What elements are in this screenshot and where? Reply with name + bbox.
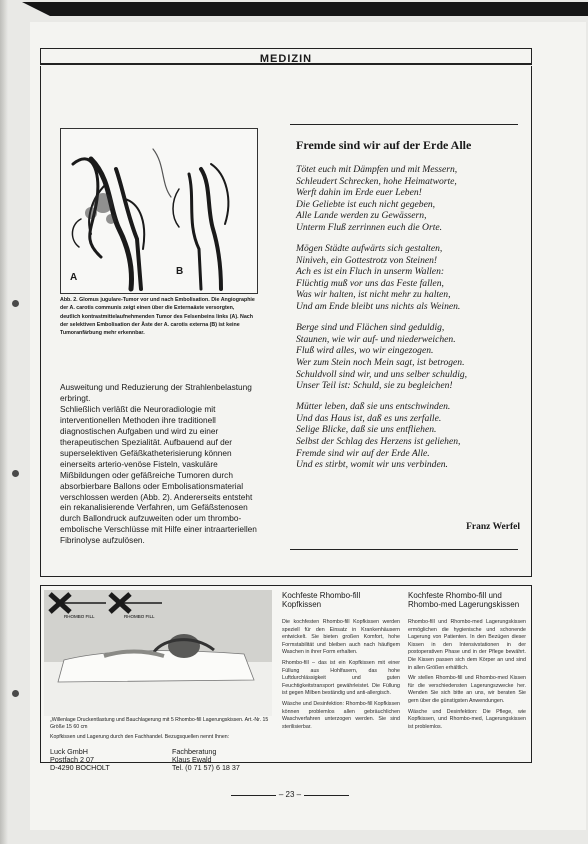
punch-hole xyxy=(12,300,19,307)
poem-line: Alle Lande werden zu Gewässern, xyxy=(296,210,427,222)
ad-company xyxy=(50,748,110,772)
poem-line: Staunen, wie wir auf- und niederweichen. xyxy=(296,333,456,345)
figure-label-a: A xyxy=(70,272,78,283)
figure-label-b: B xyxy=(176,266,184,277)
poem-line: Ach es ist ein Fluch in unserm Wallen: xyxy=(296,266,445,278)
punch-hole xyxy=(12,470,19,477)
poem-line: Was wir halten, ist nicht mehr zu halten, xyxy=(296,289,451,301)
ad-column-text: Die kochfesten Rhombo-fill Kopfkissen werden speziell für den Einsatz in Krankenhäusern entwickelt. Sie bieten großen Komfort, hohe Formstabilität und bleiben auch nach häufigem Waschen in ihrer Form erhalten. xyxy=(282,619,400,656)
poem-line: Fluß wird alles, wo wir eingezogen. xyxy=(296,345,434,357)
ad-column-title: Kochfeste Rhombo-fill und Rhombo-med Lagerungskissen xyxy=(408,591,520,609)
poem-line: Die Geliebte ist euch nicht gegeben, xyxy=(296,198,436,210)
poem-stanza xyxy=(296,401,522,471)
company-name: Luck GmbH xyxy=(50,747,88,756)
poem-line: Und am Ende bleibt uns nichts als Weinen. xyxy=(296,301,461,313)
poem-line: Selbst der Schlag des Herzens ist geliehen, xyxy=(296,435,461,447)
poem-line: Und das Haus ist, daß es uns zerfalle. xyxy=(296,412,442,424)
poem-line: Flüchtig muß vor uns das Feste fallen, xyxy=(296,277,444,289)
poem-line: Mögen Städte aufwärts sich gestalten, xyxy=(296,243,443,255)
ad-column-title: Kochfeste Rhombo-fill Kopfkissen xyxy=(282,591,361,609)
poem-line: Schuldvoll sind wir, und uns selber schuldig, xyxy=(296,368,468,380)
logo-text: RHOMBO FILL xyxy=(64,614,95,619)
page-number: – 23 – xyxy=(240,790,340,799)
article-paragraph: Ausweitung und Reduzierung der Strahlenbelastung erbringt. xyxy=(60,382,252,403)
poem-title: Fremde sind wir auf der Erde Alle xyxy=(296,138,472,152)
top-black-bar xyxy=(50,2,588,16)
poem-line: Fremde sind wir auf der Erde Alle. xyxy=(296,447,430,459)
ad-column-text: Wäsche und Desinfektion: Rhombo-fill Kopfkissen können problemlos allen gebräuchlichen Waschverfahren unterzogen werden. Sie sind sterilisierbar. xyxy=(282,700,400,730)
punch-hole xyxy=(12,690,19,697)
poem-line: Selige Blicke, daß sie uns entfliehen. xyxy=(296,424,437,436)
poem-stanza xyxy=(296,243,522,313)
ad-column-text: Wäsche und Desinfektion: Die Pflege, wie Kopfkissen, und Rhombo-med, Lagerungskissen ist problemlos. xyxy=(408,708,526,730)
article-text xyxy=(60,382,258,546)
poem-line: Tötet euch mit Dämpfen und mit Messern, xyxy=(296,164,458,175)
section-title: MEDIZIN xyxy=(259,53,313,65)
article-paragraph: Schließlich verläßt die Neuroradiologie mit interventionellen Methoden ihre traditionell diagnostischen Aufgaben und wird zu einer therapeutischen Spezialität. Aufbauend auf der superselektiven Gefäßkatheterisierung können einerseits arterio-venöse Fisteln, vaskuläre Mißbildungen oder gefäßreiche Tumoren durch absorbierbare Ballons oder Embolisationsmaterial verschlossen werden (Abb. 2). Andererseits entsteht ein rekanalisierende Verfahren, um Gefäßstenosen durch Ballondruck aufzuweiten oder um thrombo-embolische Verschlüsse mit Hilfe einer intraarteriellen Fibrinolyse aufzulösen. xyxy=(60,403,257,546)
poem-line: Wer zum Stein noch Mein sagt, ist betrogen. xyxy=(296,356,465,368)
poem-line: Niniveh, ein Gottestrotz von Steinen! xyxy=(296,254,438,266)
company-po-box: Postfach 2 07 xyxy=(50,755,94,764)
section-header xyxy=(40,48,532,65)
ad-column-text: Rhombo-fill – das ist ein Kopfkissen mit einer Füllung aus Hohlfasern, das hohe Luftdurchlässigkeit und guten Feuchtigkeitstransport gewährleistet. Die Füllung ist gegen Milben beständig und anti-allergisch. xyxy=(282,659,400,697)
poem-line: Berge sind und Flächen sind geduldig, xyxy=(296,322,445,334)
angiography-figure xyxy=(60,128,258,294)
logo-text: RHOMBO FILL xyxy=(124,614,155,619)
poem-author: Franz Werfel xyxy=(466,522,520,532)
poem-line: Mütter leben, daß sie uns entschwinden. xyxy=(296,401,451,413)
poem-line: Werft dahin im Erde euer Leben! xyxy=(296,187,422,199)
binding-spine xyxy=(0,0,8,844)
ad-column-1 xyxy=(282,591,400,731)
figure-caption-text: Glomus jugulare-Tumor vor und nach Embolisation. Die Angiographie der A. carotis communis zeigt einen über die Externaäste versorgten, deutlich kontrastmittelaufnehmenden Tumor des Felsenbeins links (A). Nach der selektiven Embolisation der Äste der A. carotis externa (B) ist keine Tumoranfärbung mehr erkennbar. xyxy=(60,297,255,337)
poem-line: Und es stirbt, womit wir uns verbinden. xyxy=(296,459,448,471)
ad-photo-caption: „Willenlage Druckentlastung und Bauchlagerung mit 5 Rhombo-fill Lagerungskissen. Art.-Nr. 15 Größe 15 60 cm xyxy=(50,717,269,730)
contact-label: Fachberatung xyxy=(172,747,217,756)
company-city: D-4290 BOCHOLT xyxy=(50,763,110,772)
poem-line: Schleudert Schrecken, hohe Heimatworte, xyxy=(296,175,457,187)
ad-note: Kopfkissen und Lagerung durch den Fachhandel. Bezugsquellen nennt Ihnen: xyxy=(50,734,230,740)
contact-phone: Tel. (0 71 57) 6 18 37 xyxy=(172,763,240,772)
contact-name: Klaus Ewald xyxy=(172,755,212,764)
ad-contact xyxy=(172,748,240,772)
poem-stanza xyxy=(296,164,522,234)
poem-line: Unser Teil ist: Schuld, sie zu begleichen! xyxy=(296,380,453,392)
figure-caption xyxy=(60,296,256,337)
ad-column-text: Wir stellen Rhombo-fill und Rhombo-med Kissen für die verschiedensten Lagerungszwecke her. Wenden Sie sich bitte an uns, wir beraten Sie gern über die günstigsten Anwendungen. xyxy=(408,675,526,704)
ad-photo xyxy=(44,590,272,716)
poem-body xyxy=(296,164,522,480)
poem-stanza xyxy=(296,322,522,392)
figure-caption-prefix: Abb. 2. xyxy=(60,297,78,303)
ad-column-2 xyxy=(408,591,526,731)
ad-column-text: Rhombo-fill und Rhombo-med Lagerungskissen ermöglichen die hygienische und schonende Lagerung von Patienten. In den Bezügen dieser Kissen in den Intensivstationen in der postoperativen Phase und in der Pflege bewährt. Die Kissen passen sich dem Körper an und sind in allen Größen erhältlich. xyxy=(408,619,526,671)
poem-line: Unterm Fluß zerrinnen euch die Orte. xyxy=(296,221,443,233)
